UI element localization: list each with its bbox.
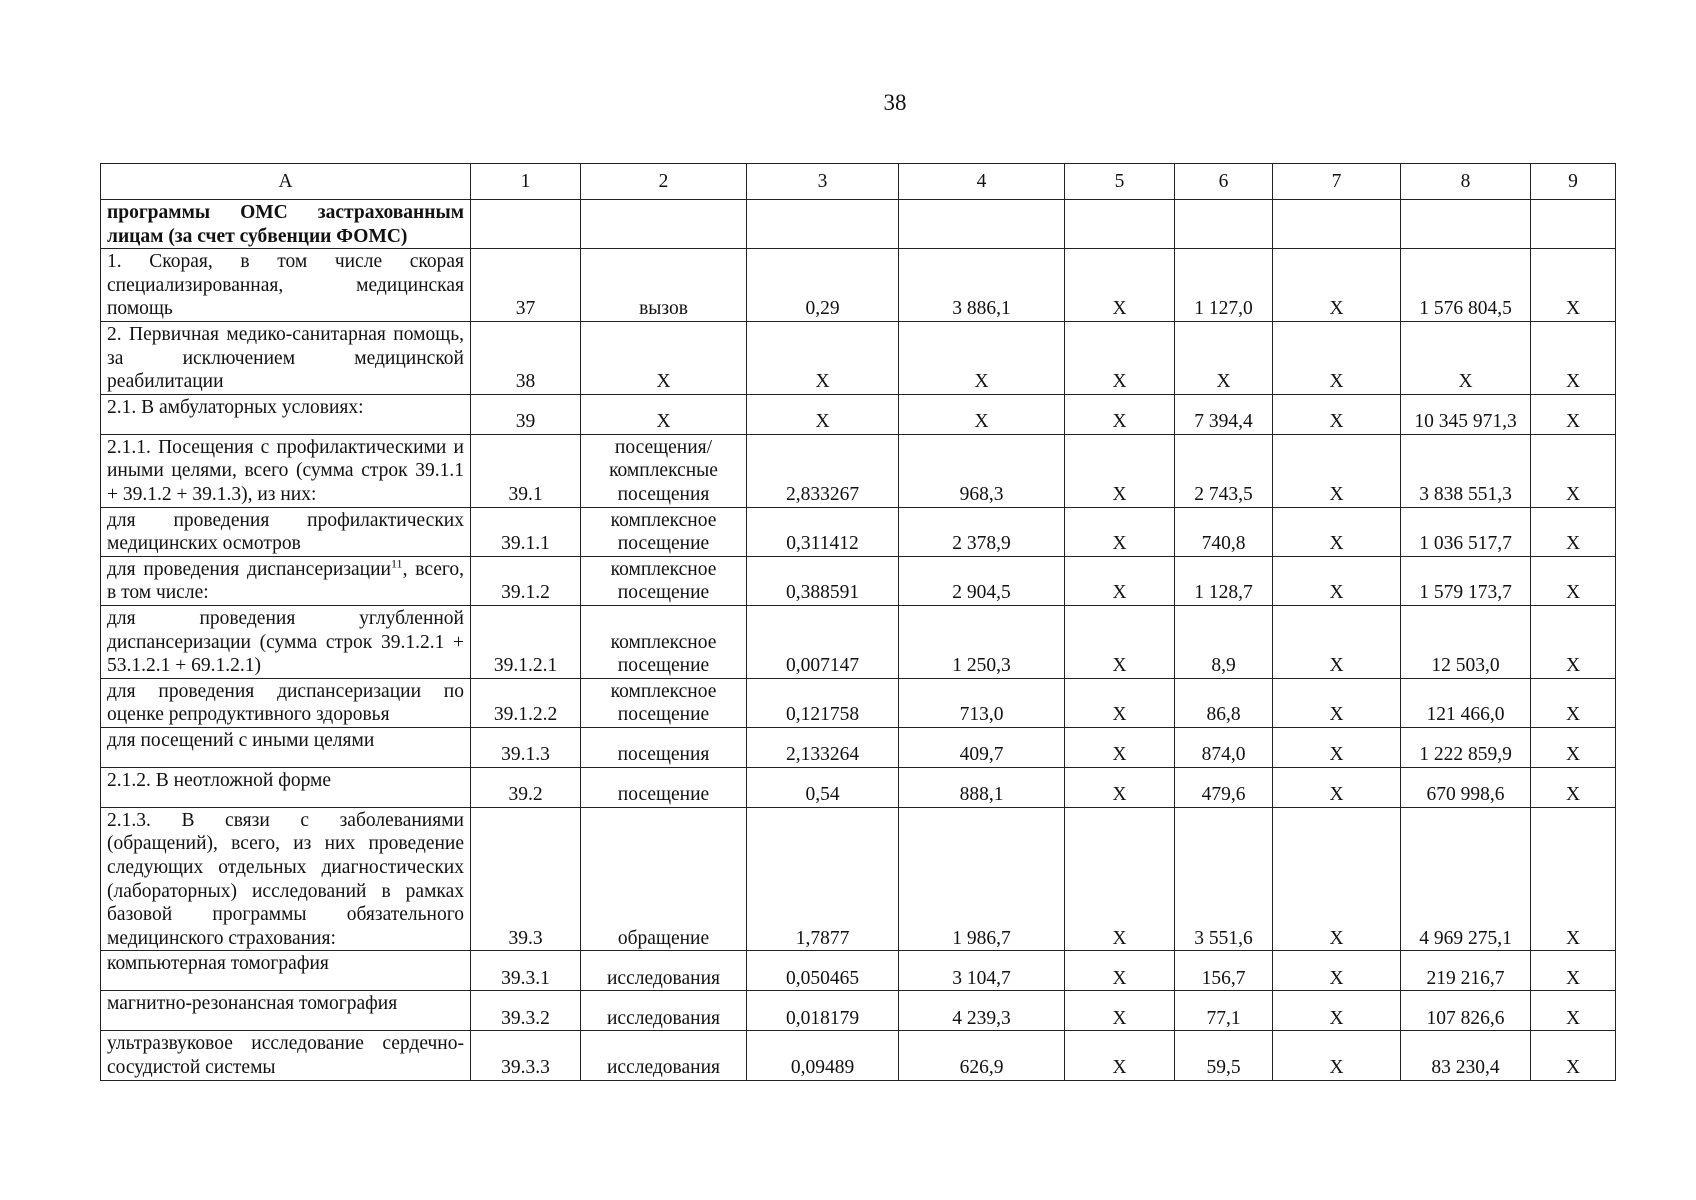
table-cell: комплексное посещение <box>581 507 747 556</box>
table-cell: 3 104,7 <box>899 951 1065 991</box>
row-description: 1. Скорая, в том числе скорая специализированная, медицинская помощь <box>101 249 471 322</box>
table-row <box>101 727 1616 767</box>
table-cell: X <box>1273 678 1401 727</box>
table-cell: 1 986,7 <box>899 807 1065 951</box>
table-cell: 0,54 <box>747 767 899 807</box>
table-cell: X <box>1273 807 1401 951</box>
table-cell: X <box>581 321 747 394</box>
table-cell: 479,6 <box>1175 767 1273 807</box>
table-row <box>101 394 1616 434</box>
table-cell: 8,9 <box>1175 605 1273 678</box>
table-cell: X <box>1273 951 1401 991</box>
table-cell: X <box>899 321 1065 394</box>
row-description: для проведения диспансеризации по оценке репродуктивного здоровья <box>101 678 471 727</box>
table-cell: 713,0 <box>899 678 1065 727</box>
table-cell: 39.3.1 <box>471 951 581 991</box>
table-cell: X <box>1065 807 1175 951</box>
table-cell: 219 216,7 <box>1401 951 1531 991</box>
table-cell: 0,018179 <box>747 991 899 1031</box>
table-cell: 10 345 971,3 <box>1401 394 1531 434</box>
table-row <box>101 434 1616 507</box>
table-cell: 2 904,5 <box>899 556 1065 605</box>
table-cell: X <box>1273 434 1401 507</box>
header-row <box>101 164 1616 200</box>
table-cell: 888,1 <box>899 767 1065 807</box>
table-cell: 59,5 <box>1175 1031 1273 1080</box>
header-cell: 8 <box>1401 164 1531 200</box>
header-cell: 4 <box>899 164 1065 200</box>
table-cell: X <box>1065 434 1175 507</box>
table-cell: X <box>1531 678 1616 727</box>
table-cell: X <box>581 394 747 434</box>
table-cell: 39.1.3 <box>471 727 581 767</box>
row-description: компьютерная томография <box>101 951 471 991</box>
header-cell: 9 <box>1531 164 1616 200</box>
table-cell: 3 838 551,3 <box>1401 434 1531 507</box>
table-cell: комплексное посещение <box>581 678 747 727</box>
table-cell <box>1065 200 1175 249</box>
table-cell: исследования <box>581 1031 747 1080</box>
table-cell: 4 239,3 <box>899 991 1065 1031</box>
row-description: 2. Первичная медико-санитарная помощь, за исключением медицинской реабилитации <box>101 321 471 394</box>
table-cell: 0,050465 <box>747 951 899 991</box>
table-cell: исследования <box>581 991 747 1031</box>
table-cell: комплексное посещение <box>581 605 747 678</box>
table-cell: исследования <box>581 951 747 991</box>
table-cell <box>899 200 1065 249</box>
header-cell: 3 <box>747 164 899 200</box>
table-cell: X <box>1065 767 1175 807</box>
table-cell: X <box>1065 605 1175 678</box>
table-cell: 1 127,0 <box>1175 249 1273 322</box>
table-cell: 38 <box>471 321 581 394</box>
table-row <box>101 678 1616 727</box>
row-description: 2.1.3. В связи с заболеваниями (обращений), всего, из них проведение следующих отдельных диагностических (лабораторных) исследований в рамках базовой программы обязательного медицинского страхования: <box>101 807 471 951</box>
table-cell: 39.2 <box>471 767 581 807</box>
table-row <box>101 200 1616 249</box>
table-cell: X <box>899 394 1065 434</box>
table-cell <box>1273 200 1401 249</box>
table-cell: X <box>1065 321 1175 394</box>
table-cell: 2 378,9 <box>899 507 1065 556</box>
header-cell: A <box>101 164 471 200</box>
table-row <box>101 1031 1616 1080</box>
table-cell: X <box>1273 605 1401 678</box>
table-cell: посещения/ комплексные посещения <box>581 434 747 507</box>
table-row <box>101 951 1616 991</box>
table-cell <box>747 200 899 249</box>
table-cell: X <box>1531 605 1616 678</box>
header-cell: 1 <box>471 164 581 200</box>
table-cell: 39 <box>471 394 581 434</box>
table-cell: 3 551,6 <box>1175 807 1273 951</box>
table-cell: X <box>1531 556 1616 605</box>
table-cell <box>1531 200 1616 249</box>
table-cell: 0,29 <box>747 249 899 322</box>
table-cell: X <box>1273 767 1401 807</box>
row-description: 2.1. В амбулаторных условиях: <box>101 394 471 434</box>
row-description: 2.1.1. Посещения с профилактическими и иными целями, всего (сумма строк 39.1.1 + 39.1.2 + 39.1.3), из них: <box>101 434 471 507</box>
row-description: для проведения углубленной диспансеризации (сумма строк 39.1.2.1 + 53.1.2.1 + 69.1.2.1) <box>101 605 471 678</box>
row-description: для посещений с иными целями <box>101 727 471 767</box>
table-cell: 0,007147 <box>747 605 899 678</box>
table-cell: обращение <box>581 807 747 951</box>
table-cell: X <box>1065 249 1175 322</box>
table-cell: вызов <box>581 249 747 322</box>
table-cell: X <box>1531 507 1616 556</box>
table-cell: X <box>1065 991 1175 1031</box>
table-cell: 0,121758 <box>747 678 899 727</box>
table-cell: X <box>1531 807 1616 951</box>
row-description: для проведения профилактических медицинских осмотров <box>101 507 471 556</box>
row-description: программы ОМС застрахованным лицам (за счет субвенции ФОМС) <box>101 200 471 249</box>
table-cell: 107 826,6 <box>1401 991 1531 1031</box>
table-cell: X <box>1531 991 1616 1031</box>
table-cell <box>1401 200 1531 249</box>
table-cell: X <box>747 321 899 394</box>
table-cell: 39.1 <box>471 434 581 507</box>
table-cell: X <box>1065 951 1175 991</box>
table-cell: X <box>1065 507 1175 556</box>
table-cell: 39.1.1 <box>471 507 581 556</box>
table-cell: 874,0 <box>1175 727 1273 767</box>
table-row <box>101 556 1616 605</box>
table-cell: 83 230,4 <box>1401 1031 1531 1080</box>
table-cell: 2 743,5 <box>1175 434 1273 507</box>
table-row <box>101 807 1616 951</box>
table-cell: 1 576 804,5 <box>1401 249 1531 322</box>
table-cell: 39.3.3 <box>471 1031 581 1080</box>
table-cell: X <box>1531 394 1616 434</box>
table-cell: X <box>1273 556 1401 605</box>
table-cell: X <box>1065 1031 1175 1080</box>
table-cell: 0,311412 <box>747 507 899 556</box>
table-row <box>101 605 1616 678</box>
table-cell: X <box>1531 767 1616 807</box>
table-cell: X <box>747 394 899 434</box>
table-cell: X <box>1175 321 1273 394</box>
table-cell: X <box>1273 991 1401 1031</box>
table-cell: 77,1 <box>1175 991 1273 1031</box>
table-cell: 740,8 <box>1175 507 1273 556</box>
table-cell: 626,9 <box>899 1031 1065 1080</box>
header-cell: 7 <box>1273 164 1401 200</box>
table-cell: посещения <box>581 727 747 767</box>
table-cell: 39.1.2.1 <box>471 605 581 678</box>
table-cell: X <box>1273 727 1401 767</box>
table-cell: 1 128,7 <box>1175 556 1273 605</box>
row-description: магнитно-резонансная томография <box>101 991 471 1031</box>
data-table <box>100 163 1616 1081</box>
table-cell: 1,7877 <box>747 807 899 951</box>
table-cell: 12 503,0 <box>1401 605 1531 678</box>
table-cell: X <box>1273 321 1401 394</box>
table-cell: 968,3 <box>899 434 1065 507</box>
table-cell <box>581 200 747 249</box>
table-cell: X <box>1531 1031 1616 1080</box>
table-cell: 39.1.2 <box>471 556 581 605</box>
table-cell: 39.3 <box>471 807 581 951</box>
table-cell: 121 466,0 <box>1401 678 1531 727</box>
row-description: для проведения диспансеризации$^{11}$, всего, в том числе: <box>101 556 471 605</box>
table-cell: 1 222 859,9 <box>1401 727 1531 767</box>
table-cell: X <box>1065 678 1175 727</box>
table-cell: 39.1.2.2 <box>471 678 581 727</box>
table-cell: 1 579 173,7 <box>1401 556 1531 605</box>
header-cell: 5 <box>1065 164 1175 200</box>
table-cell: X <box>1531 434 1616 507</box>
table-cell: 2,833267 <box>747 434 899 507</box>
page-number: 38 <box>883 90 907 115</box>
table-cell: X <box>1401 321 1531 394</box>
table-cell <box>471 200 581 249</box>
table-cell: 1 250,3 <box>899 605 1065 678</box>
table-cell: 39.3.2 <box>471 991 581 1031</box>
table-cell: X <box>1273 1031 1401 1080</box>
table-cell: X <box>1531 951 1616 991</box>
table-cell: 0,09489 <box>747 1031 899 1080</box>
table-cell: X <box>1531 321 1616 394</box>
row-description: 2.1.2. В неотложной форме <box>101 767 471 807</box>
table-cell: 2,133264 <box>747 727 899 767</box>
table-cell: 156,7 <box>1175 951 1273 991</box>
table-cell: X <box>1065 727 1175 767</box>
table-cell: комплексное посещение <box>581 556 747 605</box>
table-cell: X <box>1531 249 1616 322</box>
table-cell: X <box>1273 394 1401 434</box>
table-cell: 7 394,4 <box>1175 394 1273 434</box>
footnote-ref: 11 <box>391 556 403 571</box>
table-cell: 4 969 275,1 <box>1401 807 1531 951</box>
table-cell: посещение <box>581 767 747 807</box>
table-cell: 1 036 517,7 <box>1401 507 1531 556</box>
table-cell: X <box>1065 394 1175 434</box>
table-cell: 3 886,1 <box>899 249 1065 322</box>
table-cell <box>1175 200 1273 249</box>
table-cell: 670 998,6 <box>1401 767 1531 807</box>
table-row <box>101 507 1616 556</box>
table-row <box>101 767 1616 807</box>
table-cell: 409,7 <box>899 727 1065 767</box>
header-cell: 2 <box>581 164 747 200</box>
table-cell: X <box>1065 556 1175 605</box>
row-description: ультразвуковое исследование сердечно-сосудистой системы <box>101 1031 471 1080</box>
table-cell: 86,8 <box>1175 678 1273 727</box>
table-cell: X <box>1531 727 1616 767</box>
table-cell: X <box>1273 507 1401 556</box>
table-row <box>101 991 1616 1031</box>
table-cell: 0,388591 <box>747 556 899 605</box>
table-row <box>101 321 1616 394</box>
header-cell: 6 <box>1175 164 1273 200</box>
table-cell: X <box>1273 249 1401 322</box>
table-row <box>101 249 1616 322</box>
table-cell: 37 <box>471 249 581 322</box>
